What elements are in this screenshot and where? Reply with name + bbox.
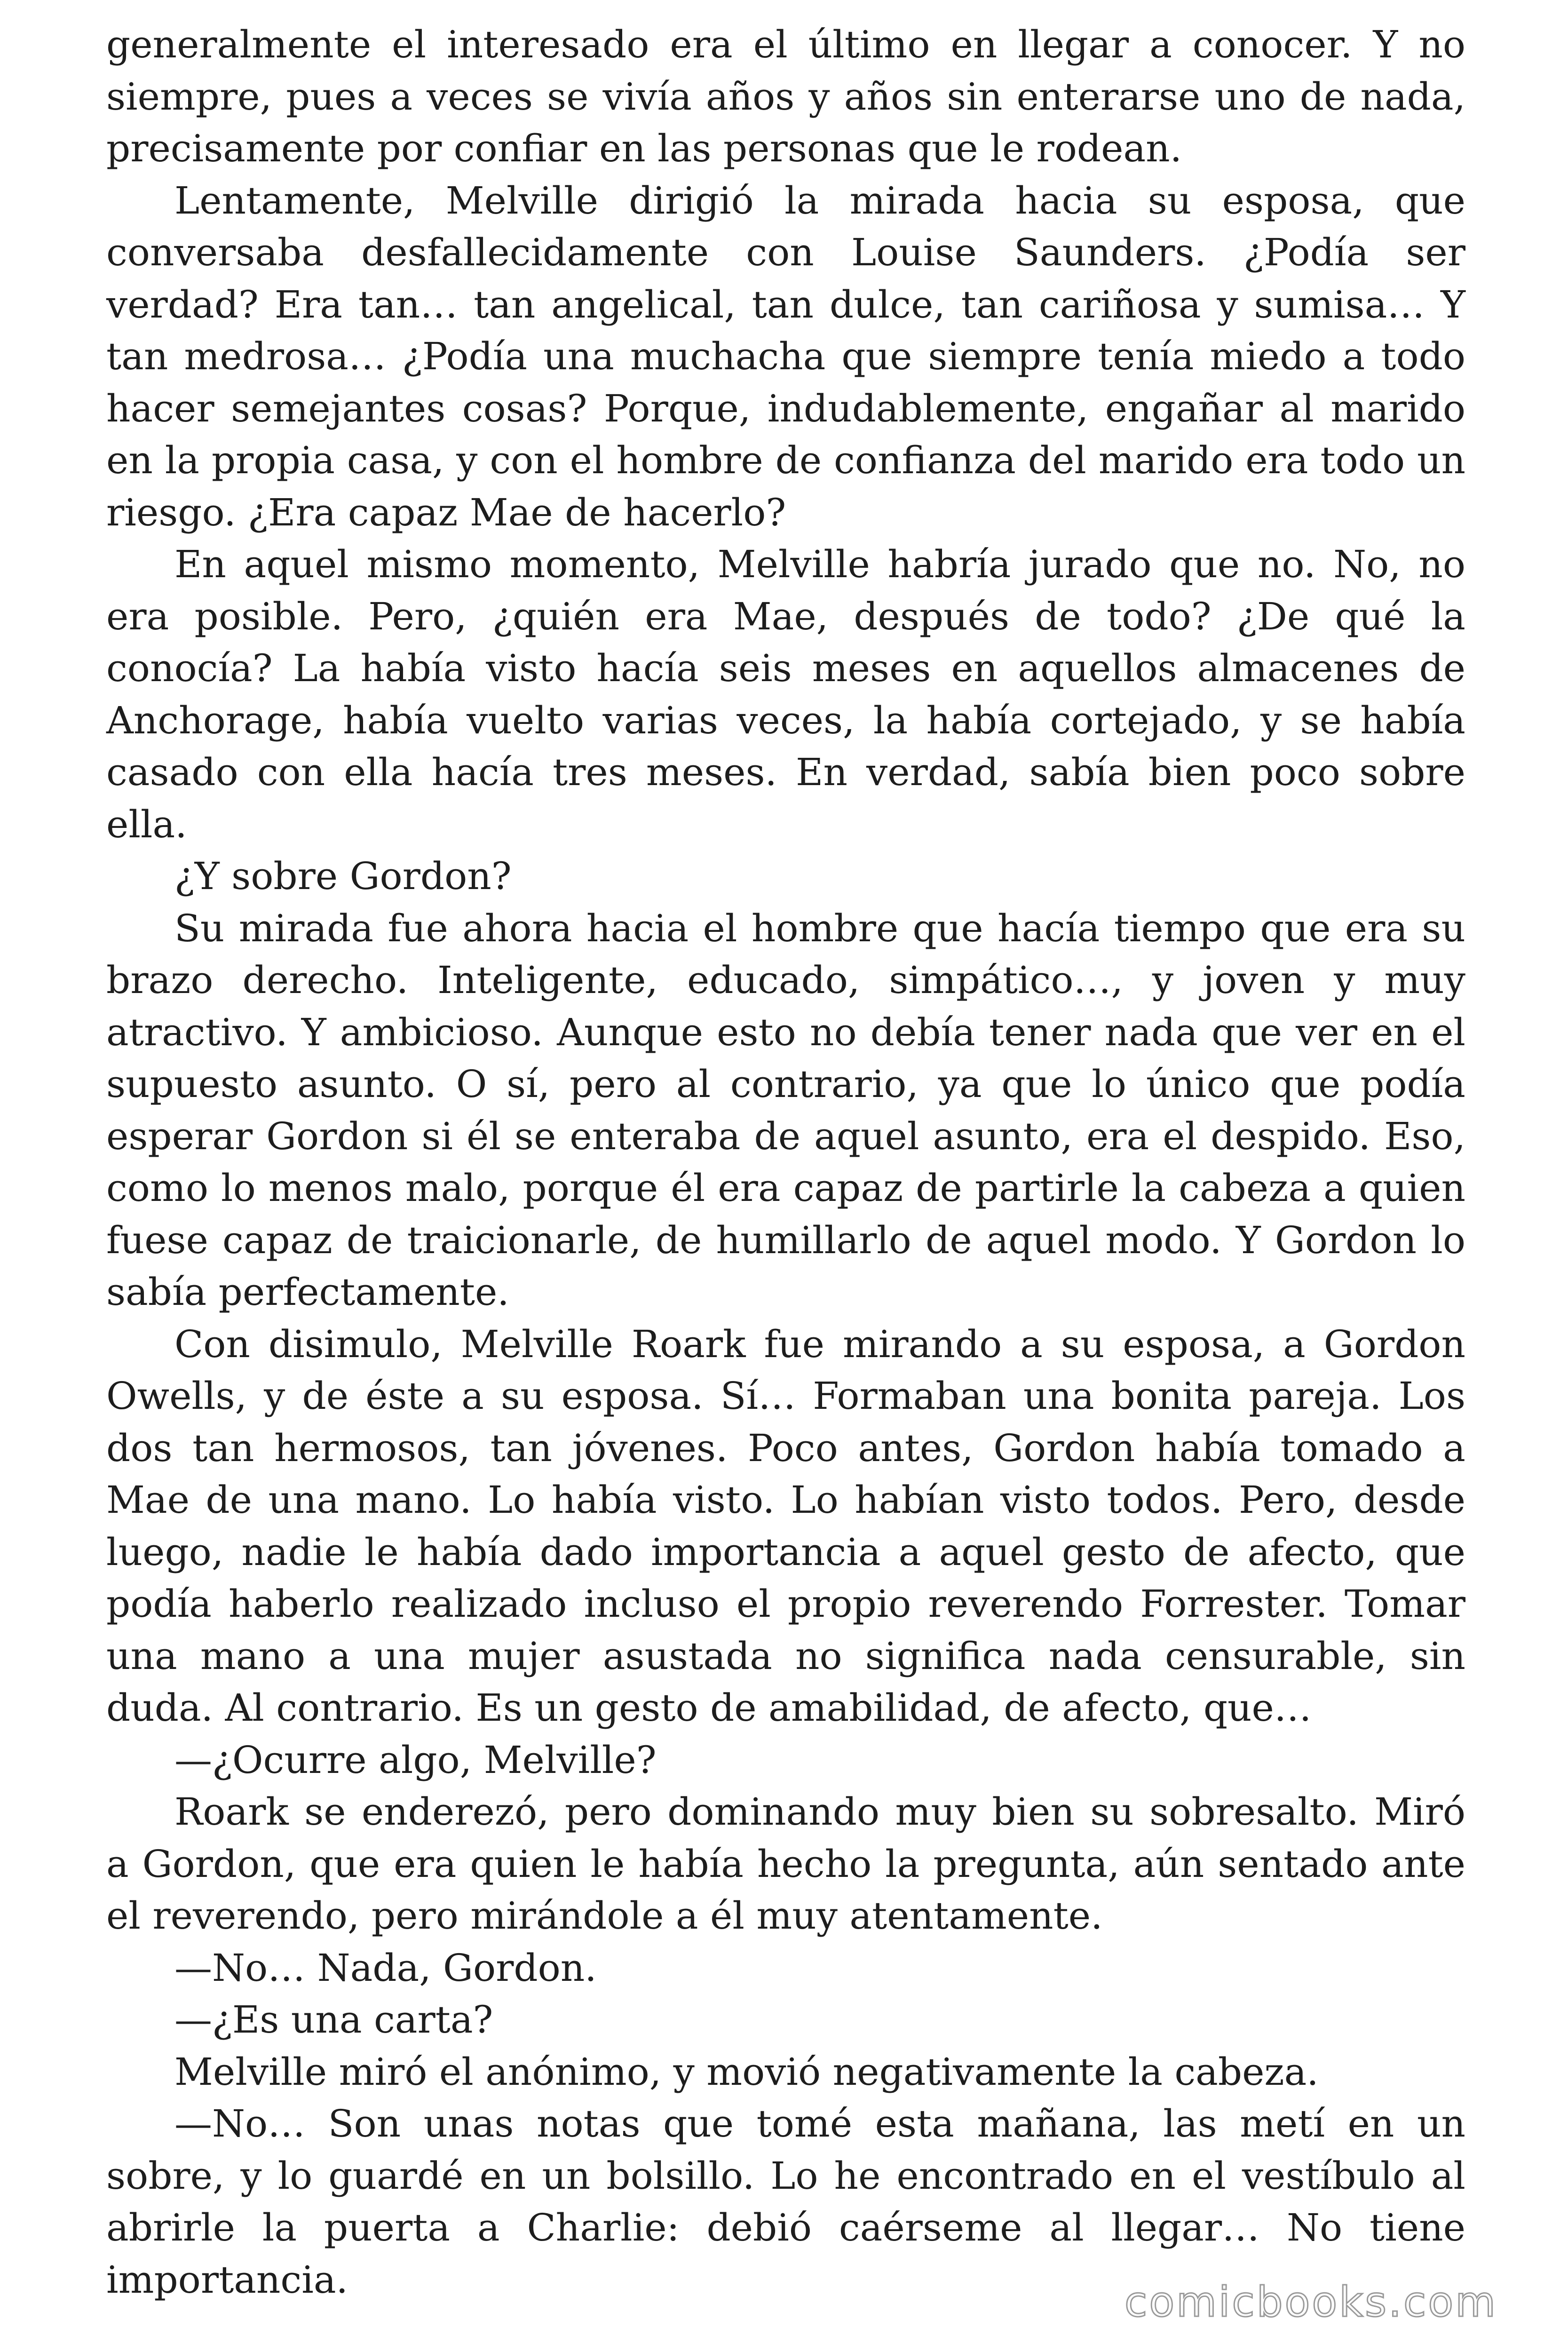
watermark-text: comicbooks.com [1124, 2278, 1497, 2326]
paragraph: Lentamente, Melville dirigió la mirada hacia su esposa, que conversaba desfallecidamente con Louise Saunders. ¿Podía ser verdad? Era tan… tan angelical, tan dulce, tan cariñosa y sumisa… Y tan medrosa… ¿Podía una muchacha que siempre tenía miedo a todo hacer semejantes cosas? Porque, indudablemente, engañar al marido en la propia casa, y con el hombre de confianza del marido era todo un riesgo. ¿Era capaz Mae de hacerlo? [106, 178, 1465, 534]
dialogue-line: —No… Nada, Gordon. [174, 1946, 597, 1990]
dialogue-line: —¿Es una carta? [174, 1998, 493, 2042]
paragraph: Con disimulo, Melville Roark fue mirando a su esposa, a Gordon Owells, y de éste a su esposa. Sí… Formaban una bonita pareja. Los dos tan hermosos, tan jóvenes. Poco antes, Gordon había tomado a Mae de una mano. Lo había visto. Lo habían visto todos. Pero, desde luego, nadie le había dado importancia a aquel gesto de afecto, que podía haberlo realizado incluso el propio reverendo Forrester. Tomar una mano a una mujer asustada no significa nada censurable, sin duda. Al contrario. Es un gesto de amabilidad, de afecto, que… [106, 1322, 1465, 1730]
paragraph: En aquel mismo momento, Melville habría jurado que no. No, no era posible. Pero, ¿quién era Mae, después de todo? ¿De qué la conocía? La había visto hacía seis meses en aquellos almacenes de Anchorage, había vuelto varias veces, la había cortejado, y se había casado con ella hacía tres meses. En verdad, sabía bien poco sobre ella. [106, 542, 1465, 846]
paragraph: Roark se enderezó, pero dominando muy bien su sobresalto. Miró a Gordon, que era quien le había hecho la pregunta, aún sentado ante el reverendo, pero mirándole a él muy atentamente. [106, 1790, 1465, 1938]
paragraph: ¿Y sobre Gordon? [174, 854, 512, 898]
book-page-text [106, 19, 1465, 2306]
dialogue-line: —No… Son unas notas que tomé esta mañana, las metí en un sobre, y lo guardé en un bolsillo. Lo he encontrado en el vestíbulo al abrirle la puerta a Charlie: debió caérseme al llegar… No tiene importancia. [106, 2102, 1465, 2302]
paragraph: Melville miró el anónimo, y movió negativamente la cabeza. [174, 2050, 1319, 2094]
dialogue-line: —¿Ocurre algo, Melville? [174, 1738, 657, 1782]
paragraph: Su mirada fue ahora hacia el hombre que hacía tiempo que era su brazo derecho. Inteligente, educado, simpático…, y joven y muy atractivo. Y ambicioso. Aunque esto no debía tener nada que ver en el supuesto asunto. O sí, pero al contrario, ya que lo único que podía esperar Gordon si él se enteraba de aquel asunto, era el despido. Eso, como lo menos malo, porque él era capaz de partirle la cabeza a quien fuese capaz de traicionarle, de humillarlo de aquel modo. Y Gordon lo sabía perfectamente. [106, 906, 1465, 1314]
paragraph-continuation: generalmente el interesado era el último en llegar a conocer. Y no siempre, pues a veces se vivía años y años sin enterarse uno de nada, precisamente por confiar en las personas que le rodean. [106, 23, 1465, 170]
